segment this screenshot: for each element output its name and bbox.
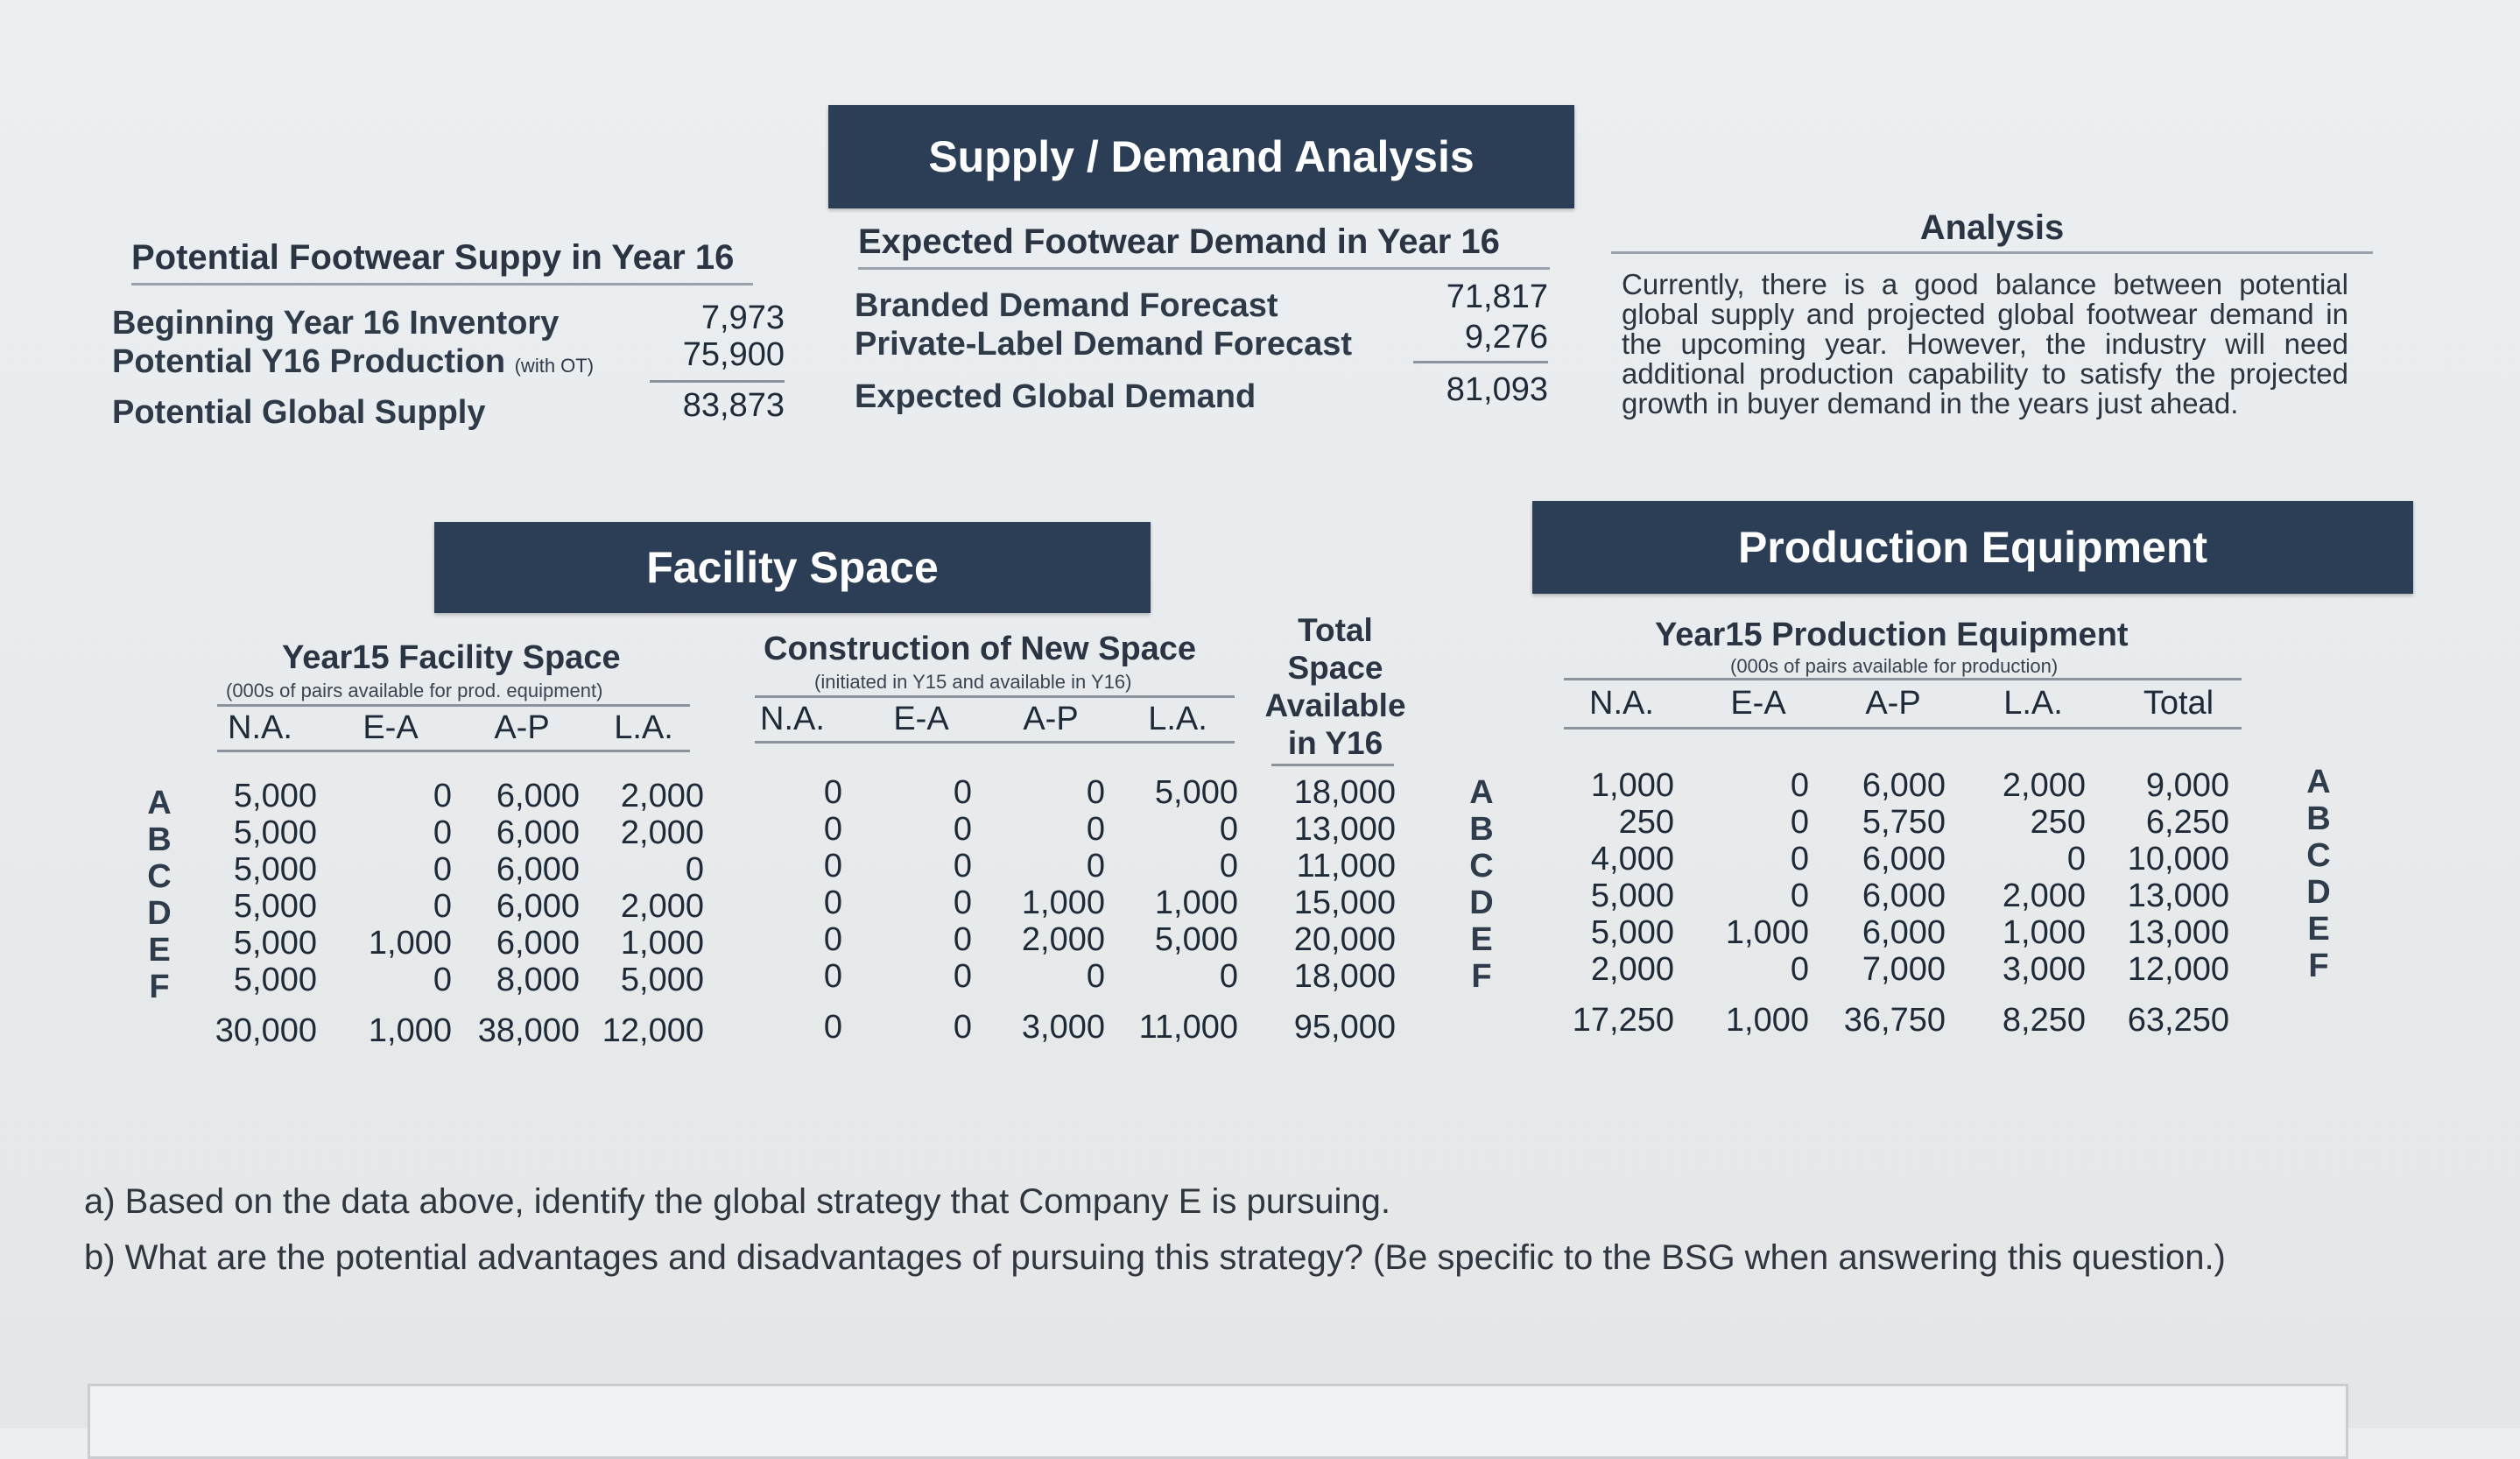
total-space-cell-r4: 20,000: [1293, 921, 1396, 958]
construction-cell-r0-c3: 5,000: [1154, 774, 1238, 811]
facility-year15-cell-r5-c1: 0: [433, 962, 452, 998]
production-cell-r4-c4: 13,000: [2127, 914, 2229, 951]
demand-row-branded-label: Branded Demand Forecast: [855, 287, 1278, 324]
facility-row-label-c: C: [147, 858, 172, 895]
production-cell-r1-c0: 250: [1618, 804, 1674, 841]
demand-row-global-label: Expected Global Demand: [855, 378, 1256, 415]
facility-year15-cell-r1-c2: 6,000: [496, 814, 580, 851]
facility-row-label-right-d: D: [1469, 885, 1494, 921]
total-space-cell-r1: 13,000: [1293, 811, 1396, 848]
supply-row-production-text: Potential Y16 Production: [112, 343, 506, 380]
demand-row-private-value: 9,276: [1464, 319, 1548, 356]
analysis-text: Currently, there is a good balance between potential global supply and projected global footwear demand in the upcoming year. However, the industry will need additional production capability to satisfy the projected growth in buyer demand in the years just ahead.: [1622, 268, 2348, 419]
facility-year15-cell-r0-c1: 0: [433, 778, 452, 814]
production-col-rule: [1564, 727, 2242, 730]
facility-year15-cell-r1-c3: 2,000: [620, 814, 704, 851]
construction-cell-r2-c2: 0: [1086, 848, 1105, 885]
construction-cell-r2-c3: 0: [1219, 848, 1238, 885]
total-space-total: 95,000: [1293, 1009, 1396, 1046]
facility-year15-cell-r2-c3: 0: [685, 851, 704, 888]
total-space-title-line2: Space: [1287, 650, 1383, 686]
facility-year15-cell-r3-c2: 6,000: [496, 888, 580, 925]
total-space-title-line3: Available: [1264, 687, 1406, 723]
facility-year15-cell-r1-c0: 5,000: [233, 814, 317, 851]
production-total-c4: 63,250: [2127, 1002, 2229, 1039]
facility-year15-total-c0: 30,000: [215, 1012, 317, 1049]
facility-row-label-a: A: [147, 785, 172, 821]
production-cell-r3-c3: 2,000: [2002, 878, 2086, 914]
production-cell-r3-c1: 0: [1790, 878, 1809, 914]
supply-row-production-value: 75,900: [682, 336, 785, 373]
production-cell-r4-c0: 5,000: [1590, 914, 1674, 951]
facility-year15-cell-r1-c1: 0: [433, 814, 452, 851]
total-space-title-line4: in Y16: [1287, 725, 1383, 761]
facility-row-label-b: B: [147, 821, 172, 858]
analysis-title: Analysis: [1611, 208, 2373, 254]
facility-year15-col-ea: E-A: [363, 709, 419, 746]
demand-row-private-label: Private-Label Demand Forecast: [855, 326, 1353, 363]
construction-col-na: N.A.: [760, 701, 825, 737]
facility-year15-rule: [217, 704, 690, 707]
production-equipment-banner: Production Equipment: [1532, 501, 2413, 594]
production-total-c2: 36,750: [1843, 1002, 1946, 1039]
construction-cell-r0-c0: 0: [823, 774, 842, 811]
demand-sum-rule: [1413, 361, 1548, 363]
facility-year15-col-la: L.A.: [614, 709, 673, 746]
facility-year15-cell-r5-c3: 5,000: [620, 962, 704, 998]
facility-row-label-d: D: [147, 895, 172, 932]
facility-year15-col-rule: [217, 750, 690, 752]
facility-year15-subtitle: (000s of pairs available for prod. equipment): [226, 680, 603, 701]
facility-row-label-right-e: E: [1470, 921, 1493, 958]
construction-cell-r1-c2: 0: [1086, 811, 1105, 848]
production-row-label-f: F: [2308, 948, 2329, 984]
construction-cell-r3-c3: 1,000: [1154, 885, 1238, 921]
production-cell-r2-c4: 10,000: [2127, 841, 2229, 878]
construction-col-rule: [755, 741, 1235, 744]
facility-year15-cell-r0-c3: 2,000: [620, 778, 704, 814]
production-cell-r3-c0: 5,000: [1590, 878, 1674, 914]
production-title: Year15 Production Equipment: [1655, 617, 2129, 653]
supply-row-global-label: Potential Global Supply: [112, 394, 486, 431]
production-cell-r0-c0: 1,000: [1590, 767, 1674, 804]
production-cell-r1-c1: 0: [1790, 804, 1809, 841]
production-col-ap: A-P: [1865, 685, 1921, 722]
facility-space-banner: Facility Space: [434, 522, 1151, 613]
facility-year15-cell-r4-c2: 6,000: [496, 925, 580, 962]
production-total-c1: 1,000: [1725, 1002, 1809, 1039]
production-col-ea: E-A: [1730, 685, 1786, 722]
facility-row-label-e: E: [148, 932, 171, 969]
production-cell-r3-c4: 13,000: [2127, 878, 2229, 914]
construction-cell-r5-c3: 0: [1219, 958, 1238, 995]
facility-year15-cell-r2-c2: 6,000: [496, 851, 580, 888]
construction-total-c3: 11,000: [1138, 1009, 1238, 1046]
facility-year15-cell-r0-c0: 5,000: [233, 778, 317, 814]
construction-cell-r4-c3: 5,000: [1154, 921, 1238, 958]
production-cell-r1-c3: 250: [2030, 804, 2086, 841]
facility-year15-col-ap: A-P: [494, 709, 550, 746]
construction-cell-r4-c2: 2,000: [1021, 921, 1105, 958]
total-space-cell-r3: 15,000: [1293, 885, 1396, 921]
facility-year15-cell-r0-c2: 6,000: [496, 778, 580, 814]
facility-year15-col-na: N.A.: [228, 709, 292, 746]
construction-cell-r0-c2: 0: [1086, 774, 1105, 811]
production-cell-r5-c3: 3,000: [2002, 951, 2086, 988]
construction-rule: [755, 695, 1235, 698]
production-total-c3: 8,250: [2002, 1002, 2086, 1039]
facility-row-label-right-a: A: [1469, 774, 1494, 811]
facility-year15-cell-r4-c1: 1,000: [368, 925, 452, 962]
question-a: a) Based on the data above, identify the global strategy that Company E is pursuing.: [84, 1182, 1391, 1221]
demand-title: Expected Footwear Demand in Year 16: [858, 222, 1550, 270]
construction-cell-r2-c0: 0: [823, 848, 842, 885]
total-space-cell-r5: 18,000: [1293, 958, 1396, 995]
production-cell-r2-c0: 4,000: [1590, 841, 1674, 878]
total-space-rule: [1271, 764, 1394, 766]
production-cell-r3-c2: 6,000: [1862, 878, 1946, 914]
total-space-title: [1261, 611, 1410, 762]
construction-col-ea: E-A: [893, 701, 949, 737]
supply-title: Potential Footwear Suppy in Year 16: [131, 238, 753, 285]
construction-cell-r3-c0: 0: [823, 885, 842, 921]
production-cell-r0-c2: 6,000: [1862, 767, 1946, 804]
facility-year15-total-c3: 12,000: [602, 1012, 704, 1049]
facility-year15-cell-r3-c0: 5,000: [233, 888, 317, 925]
production-cell-r2-c2: 6,000: [1862, 841, 1946, 878]
total-space-title-line1: Total: [1298, 612, 1373, 648]
facility-year15-total-c2: 38,000: [477, 1012, 580, 1049]
production-subtitle: (000s of pairs available for production): [1730, 655, 2059, 677]
facility-year15-cell-r2-c0: 5,000: [233, 851, 317, 888]
question-b: b) What are the potential advantages and disadvantages of pursuing this strategy? (Be specific to the BSG when answering this question.): [84, 1238, 2226, 1277]
supply-row-inventory-label: Beginning Year 16 Inventory: [112, 305, 560, 342]
construction-cell-r3-c2: 1,000: [1021, 885, 1105, 921]
supply-sum-rule: [650, 380, 785, 383]
construction-subtitle: (initiated in Y15 and available in Y16): [814, 671, 1132, 693]
supply-demand-banner: Supply / Demand Analysis: [828, 105, 1574, 208]
supply-row-production-label: [112, 343, 594, 381]
production-col-total: Total: [2143, 685, 2214, 722]
construction-cell-r5-c0: 0: [823, 958, 842, 995]
facility-year15-cell-r3-c3: 2,000: [620, 888, 704, 925]
supply-row-production-note: (with OT): [514, 355, 595, 377]
facility-year15-cell-r4-c3: 1,000: [620, 925, 704, 962]
construction-col-la: L.A.: [1148, 701, 1207, 737]
supply-row-inventory-value: 7,973: [700, 300, 785, 336]
facility-row-label-right-f: F: [1471, 958, 1492, 995]
facility-year15-cell-r4-c0: 5,000: [233, 925, 317, 962]
production-cell-r0-c4: 9,000: [2145, 767, 2229, 804]
construction-cell-r5-c2: 0: [1086, 958, 1105, 995]
construction-total-c2: 3,000: [1021, 1009, 1105, 1046]
production-cell-r1-c4: 6,250: [2145, 804, 2229, 841]
facility-row-label-right-c: C: [1469, 848, 1494, 885]
production-cell-r5-c2: 7,000: [1862, 951, 1946, 988]
production-row-label-b: B: [2306, 800, 2331, 837]
production-cell-r4-c3: 1,000: [2002, 914, 2086, 951]
production-cell-r0-c1: 0: [1790, 767, 1809, 804]
construction-cell-r3-c1: 0: [953, 885, 972, 921]
construction-col-ap: A-P: [1023, 701, 1079, 737]
production-row-label-c: C: [2306, 837, 2331, 874]
construction-cell-r4-c1: 0: [953, 921, 972, 958]
facility-year15-cell-r5-c0: 5,000: [233, 962, 317, 998]
production-cell-r2-c3: 0: [2066, 841, 2086, 878]
answer-textarea[interactable]: [88, 1384, 2348, 1459]
construction-cell-r2-c1: 0: [953, 848, 972, 885]
supply-row-global-value: 83,873: [682, 387, 785, 424]
production-cell-r5-c1: 0: [1790, 951, 1809, 988]
facility-row-label-f: F: [149, 969, 170, 1005]
construction-cell-r1-c1: 0: [953, 811, 972, 848]
construction-cell-r4-c0: 0: [823, 921, 842, 958]
production-row-label-d: D: [2306, 874, 2331, 911]
production-rule: [1564, 678, 2242, 680]
production-col-la: L.A.: [2003, 685, 2063, 722]
production-cell-r4-c1: 1,000: [1725, 914, 1809, 951]
production-cell-r2-c1: 0: [1790, 841, 1809, 878]
construction-cell-r5-c1: 0: [953, 958, 972, 995]
production-row-label-e: E: [2307, 911, 2330, 948]
production-row-label-a: A: [2306, 764, 2331, 800]
demand-row-global-value: 81,093: [1446, 371, 1548, 408]
production-cell-r1-c2: 5,750: [1862, 804, 1946, 841]
production-cell-r5-c0: 2,000: [1590, 951, 1674, 988]
construction-cell-r0-c1: 0: [953, 774, 972, 811]
construction-cell-r1-c3: 0: [1219, 811, 1238, 848]
construction-title: Construction of New Space: [764, 631, 1197, 667]
production-col-na: N.A.: [1589, 685, 1654, 722]
construction-cell-r1-c0: 0: [823, 811, 842, 848]
production-total-c0: 17,250: [1572, 1002, 1674, 1039]
construction-total-c1: 0: [953, 1009, 972, 1046]
facility-year15-cell-r3-c1: 0: [433, 888, 452, 925]
facility-year15-cell-r2-c1: 0: [433, 851, 452, 888]
production-cell-r4-c2: 6,000: [1862, 914, 1946, 951]
facility-year15-total-c1: 1,000: [368, 1012, 452, 1049]
facility-year15-title: Year15 Facility Space: [282, 639, 621, 676]
facility-row-label-right-b: B: [1469, 811, 1494, 848]
production-cell-r5-c4: 12,000: [2127, 951, 2229, 988]
construction-total-c0: 0: [823, 1009, 842, 1046]
production-cell-r0-c3: 2,000: [2002, 767, 2086, 804]
facility-year15-cell-r5-c2: 8,000: [496, 962, 580, 998]
demand-row-branded-value: 71,817: [1446, 278, 1548, 315]
total-space-cell-r0: 18,000: [1293, 774, 1396, 811]
total-space-cell-r2: 11,000: [1296, 848, 1396, 885]
